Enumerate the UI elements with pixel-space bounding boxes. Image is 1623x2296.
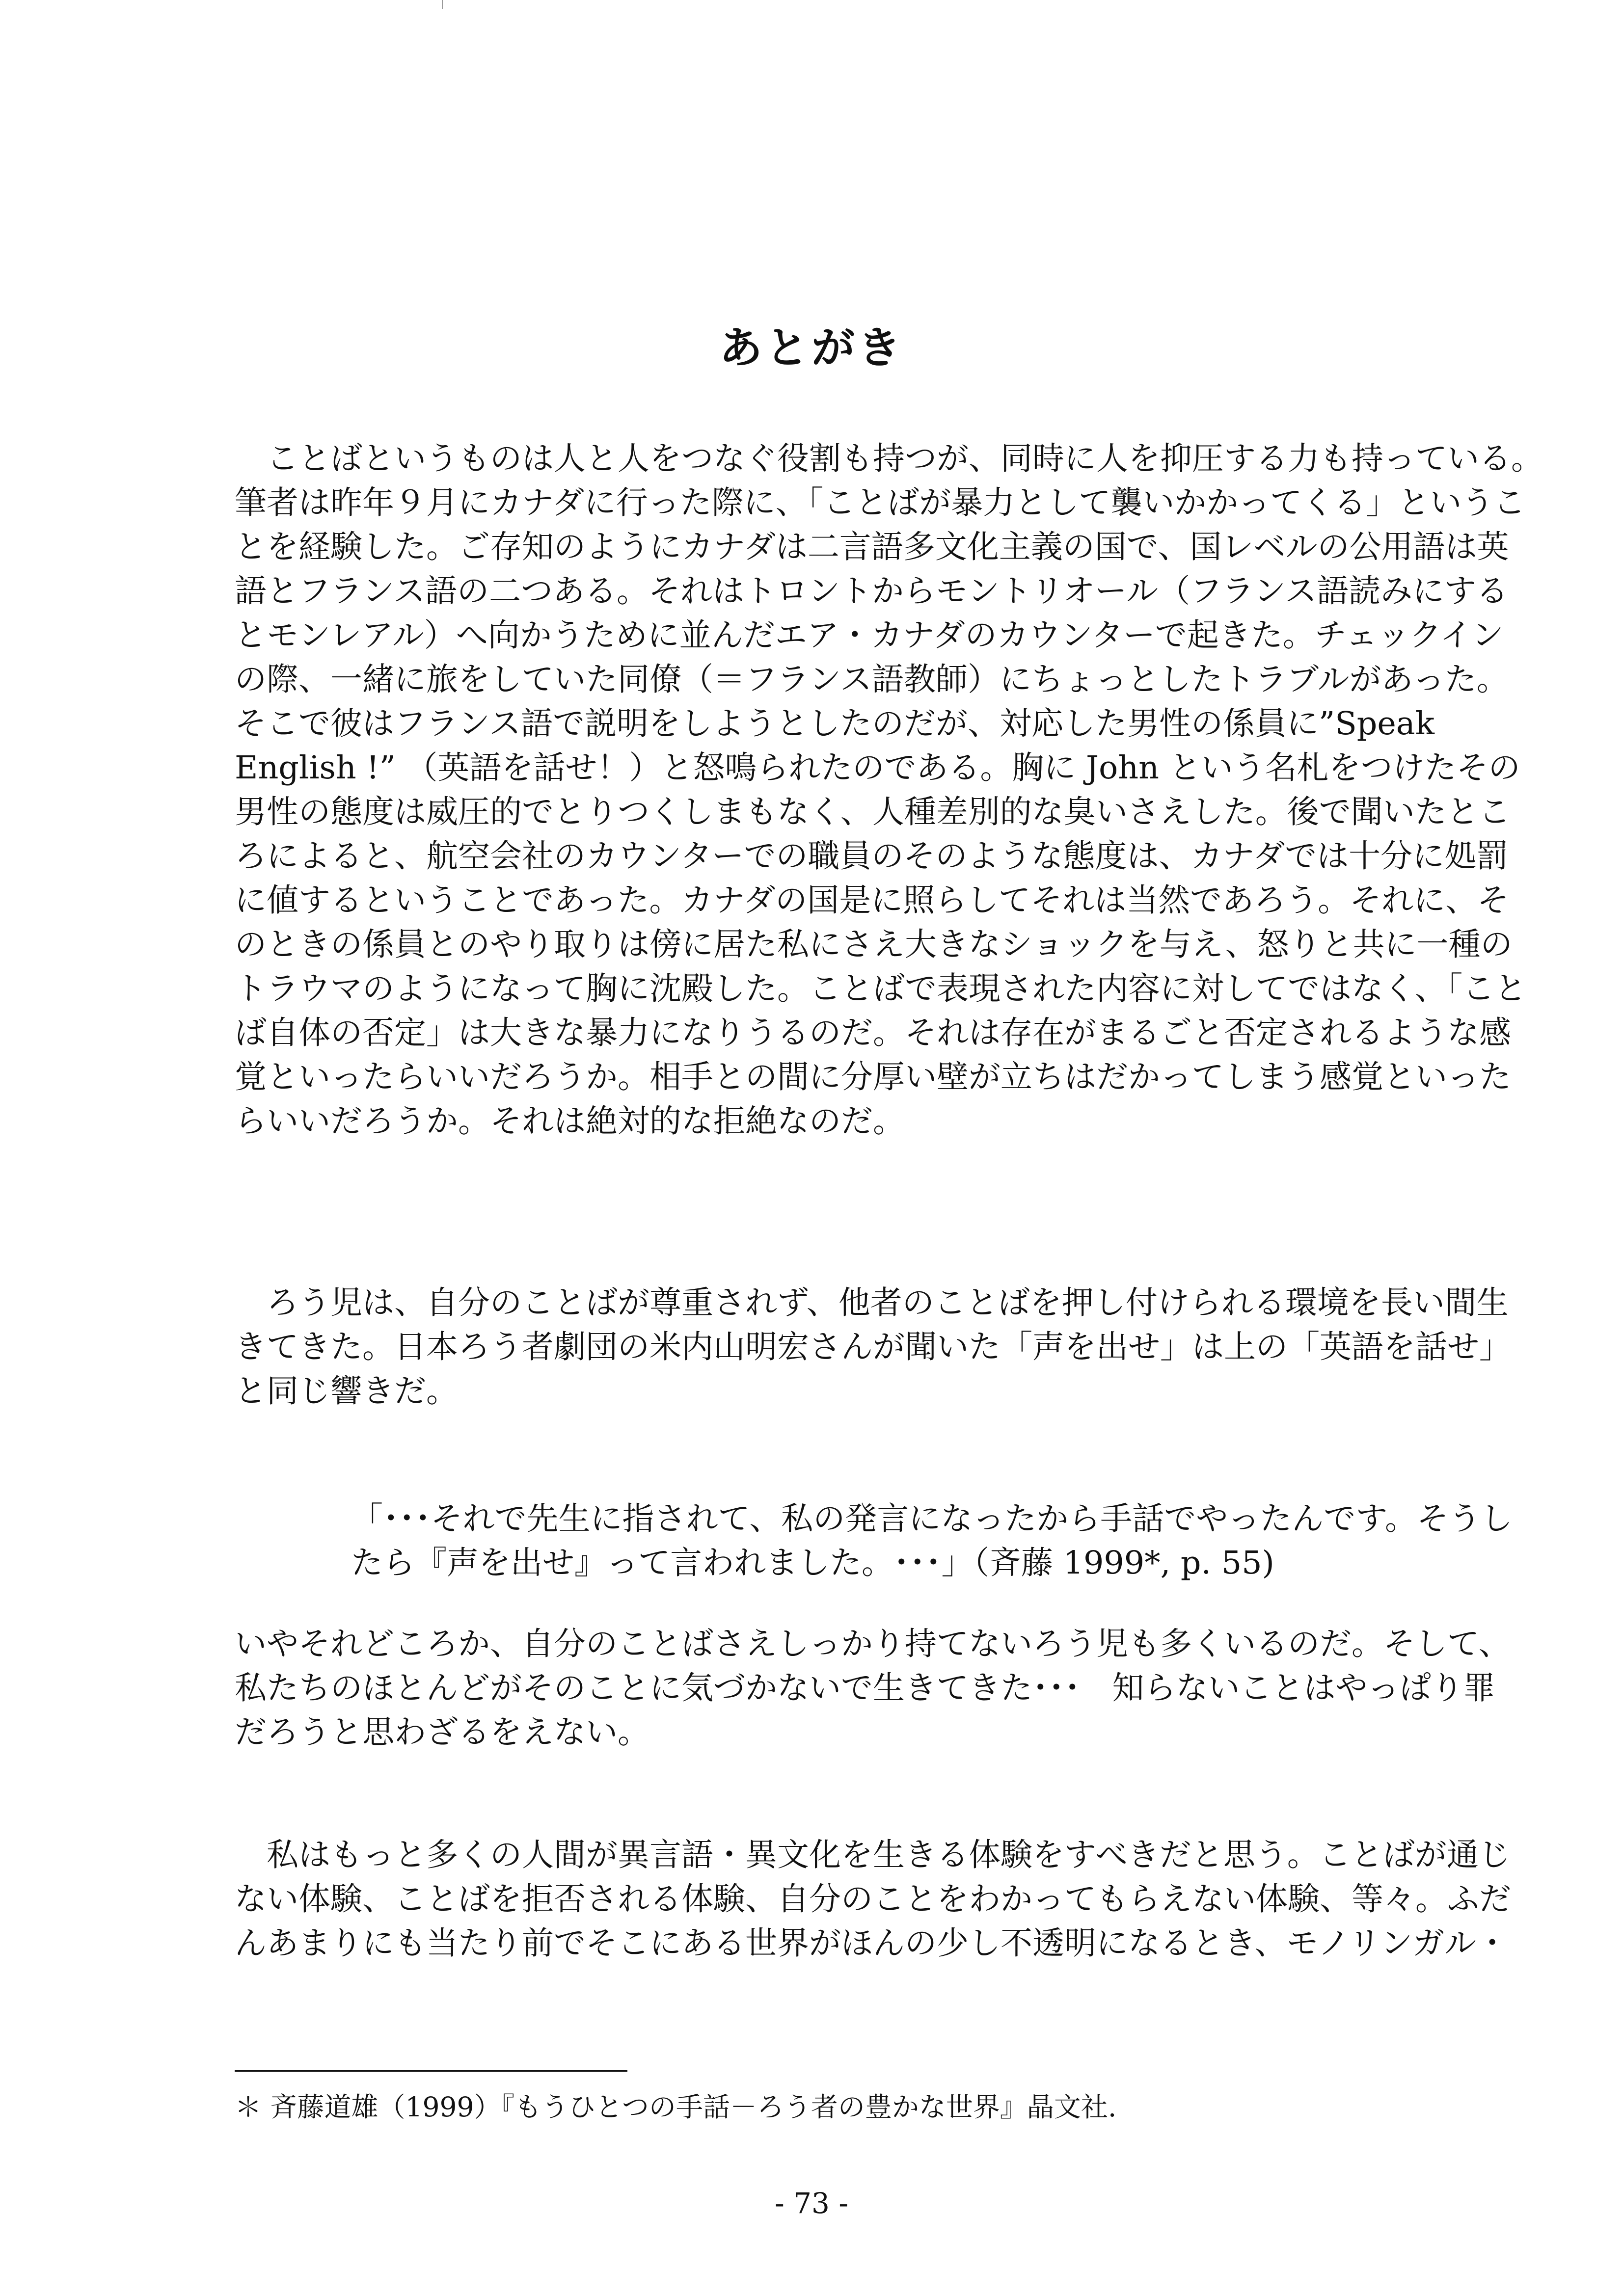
text-line: 語とフランス語の二つある。それはトロントからモントリオール（フランス語読みにする [235, 573, 1509, 610]
text-line: んあまりにも当たり前でそこにある世界がほんの少し不透明になるとき、モノリンガル・ [235, 1925, 1509, 1962]
text-line: いやそれどころか、自分のことばさえしっかり持てないろう児も多くいるのだ。そして、 [235, 1626, 1511, 1662]
text-line: ろによると、航空会社のカウンターでの職員のそのような態度は、カナダでは十分に処罰 [235, 838, 1509, 875]
text-line: トラウマのようになって胸に沈殿した。ことばで表現された内容に対してではなく、「こと [235, 970, 1527, 1007]
text-line: とモンレアル）へ向かうために並んだエア・カナダのカウンターで起きた。チェックイン [235, 617, 1504, 654]
quote-line: たら『声を出せ』って言われました。･･･」（斉藤 1999*, p. 55) [351, 1545, 1274, 1581]
text-line: そこで彼はフランス語で説明をしようとしたのだが、対応した男性の係員に”Speak [235, 705, 1435, 742]
paragraph-3 [235, 1622, 1511, 1755]
text-line: の際、一緒に旅をしていた同僚（＝フランス語教師）にちょっとしたトラブルがあった。 [235, 661, 1509, 698]
text-line: ろう児は、自分のことばが尊重されず、他者のことばを押し付けられる環境を長い間生 [235, 1284, 1509, 1321]
text-line: 私たちのほとんどがそのことに気づかないで生きてきた･･･ 知らないことはやっぱり罪 [235, 1670, 1495, 1707]
text-line: のときの係員とのやり取りは傍に居た私にさえ大きなショックを与え、怒りと共に一種の [235, 926, 1513, 963]
text-line: らいいだろうか。それは絶対的な拒絶なのだ。 [235, 1103, 905, 1140]
text-line: とを経験した。ご存知のようにカナダは二言語多文化主義の国で、国レベルの公用語は英 [235, 529, 1509, 565]
text-line: ことばというものは人と人をつなぐ役割も持つが、同時に人を抑圧する力も持っている。 [235, 440, 1543, 477]
page-title: あとがき [719, 322, 904, 373]
text-line: に値するということであった。カナダの国是に照らしてそれは当然であろう。それに、そ [235, 882, 1510, 919]
text-line: きてきた。日本ろう者劇団の米内山明宏さんが聞いた「声を出せ」は上の「英語を話せ」 [235, 1329, 1512, 1365]
paragraph-2 [235, 1281, 1512, 1414]
text-line: ば自体の否定」は大きな暴力になりうるのだ。それは存在がまるごと否定されるような感 [235, 1015, 1512, 1051]
text-line: 男性の態度は威圧的でとりつくしまもなく、人種差別的な臭いさえした。後で聞いたとこ [235, 794, 1511, 830]
text-line: 筆者は昨年９月にカナダに行った際に、「ことばが暴力として襲いかかってくる」というこ [235, 484, 1526, 521]
quote-line: 「･･･それで先生に指されて、私の発言になったから手話でやったんです。そうし [351, 1500, 1513, 1537]
block-quote [351, 1497, 1513, 1585]
text-line: English !” （英語を話せ！）と怒鳴られたのである。胸に John という名札をつけたその [235, 749, 1520, 786]
paragraph-4 [235, 1833, 1512, 1966]
footnote: ＊ 斉藤道雄（1999）『もうひとつの手話－ろう者の豊かな世界』晶文社. [235, 2091, 1117, 2123]
text-line: と同じ響きだ。 [235, 1373, 459, 1410]
text-line: 覚といったらいいだろうか。相手との間に分厚い壁が立ちはだかってしまう感覚といった [235, 1059, 1512, 1095]
page-number: - 73 - [775, 2187, 848, 2220]
text-line: だろうと思わざるをえない。 [235, 1714, 650, 1751]
paragraph-1 [235, 437, 1543, 1144]
text-line: ない体験、ことばを拒否される体験、自分のことをわかってもらえない体験、等々。ふだ [235, 1881, 1512, 1918]
text-line: 私はもっと多くの人間が異言語・異文化を生きる体験をすべきだと思う。ことばが通じ [235, 1837, 1511, 1873]
scan-mark [442, 0, 443, 9]
footnote-divider [235, 2070, 627, 2072]
